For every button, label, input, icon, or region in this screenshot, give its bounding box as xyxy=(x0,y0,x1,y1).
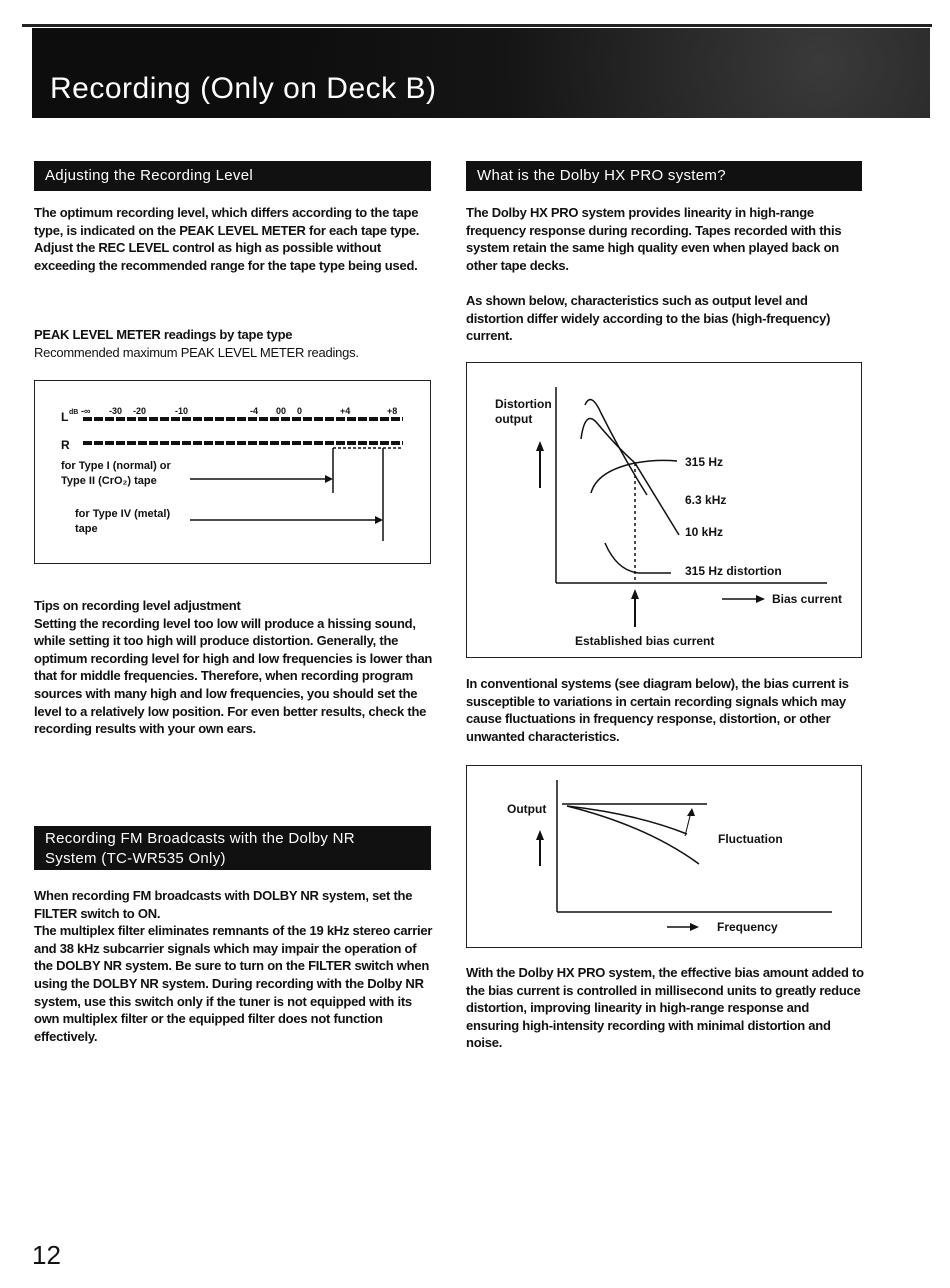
meter-scale-pos4: +4 xyxy=(340,406,351,416)
fluctuation-arrowhead xyxy=(687,808,695,816)
established-bias-label: Established bias current xyxy=(575,634,715,648)
section-heading-fm-dolby xyxy=(34,826,431,870)
meter-readings-heading: PEAK LEVEL METER readings by tape type xyxy=(34,327,293,342)
meter-scale-neg30: -30 xyxy=(109,406,123,416)
meter-readings-block xyxy=(34,326,434,361)
diagram2-x-arrowhead xyxy=(690,923,699,931)
meter-scale-neg20: -20 xyxy=(133,406,147,416)
dolby-hx-body-4: With the Dolby HX PRO system, the effective bias amount added to the bias current is controlled in millisecond units to greatly reduce distortion, improving linearity in high-range response and ensuring high-intensity recording with minimal distortion and noise. xyxy=(466,965,864,1051)
curve-315hz-distortion xyxy=(605,543,671,573)
peak-level-meter-figure xyxy=(34,380,431,564)
header-rule xyxy=(22,24,932,27)
page-number: 12 xyxy=(32,1240,61,1270)
label-63khz: 6.3 kHz xyxy=(685,493,727,507)
page-title: Recording (Only on Deck B) xyxy=(50,72,437,105)
type1-label: for Type I (normal) or Type II (CrO₂) tape xyxy=(61,460,171,487)
diagram1-y-label: Distortion output xyxy=(495,397,552,426)
meter-scale-pos8: +8 xyxy=(387,406,398,416)
label-315hz: 315 Hz xyxy=(685,455,724,469)
curve-315hz xyxy=(591,460,677,493)
label-10khz: 10 kHz xyxy=(685,525,724,539)
meter-scale-neg-inf: -∞ xyxy=(81,406,91,416)
bias-current-diagram xyxy=(466,362,862,658)
frequency-response-diagram xyxy=(466,765,862,948)
diagram1-x-label: Bias current xyxy=(772,592,843,606)
type1-arrowhead xyxy=(325,475,333,483)
fm-dolby-body: When recording FM broadcasts with DOLBY NR system, set the FILTER switch to ON. The multiplex filter eliminates remnants of the 19 kHz stereo carrier and 38 kHz subcarrier signals which may impair the operation of the DOLBY NR system. Be sure to turn on the FILTER switch when using the DOLBY NR system. During recording with the Dolby NR system, use this switch only if the tuner is not equipped with its own multiplex filter or the equipped filter does not function effectively. xyxy=(34,888,433,1044)
response-curve-lower xyxy=(567,806,699,864)
established-bias-arrowhead xyxy=(631,589,639,599)
meter-scale-00: 00 xyxy=(276,406,287,416)
diagram2-y-arrowhead xyxy=(536,830,544,840)
meter-scale xyxy=(69,406,397,416)
type4-arrowhead xyxy=(375,516,383,524)
meter-channel-l: L xyxy=(61,410,69,424)
tips-heading: Tips on recording level adjustment xyxy=(34,598,241,613)
dolby-hx-body-2: As shown below, characteristics such as output level and distortion differ widely according to the bias (high-frequency) current. xyxy=(466,293,831,344)
fm-heading-line1: Recording FM Broadcasts with the Dolby NR xyxy=(45,830,355,847)
type4-label: for Type IV (metal) tape xyxy=(75,508,171,535)
meter-scale-neg10: -10 xyxy=(175,406,189,416)
dolby-hx-body-3: In conventional systems (see diagram below), the bias current is susceptible to variations in certain recording signals which may cause fluctuations in frequency response, distortion, or other unwanted characteristics. xyxy=(466,676,849,744)
meter-channel-r: R xyxy=(61,438,70,452)
diagram2-y-label: Output xyxy=(507,802,547,816)
tips-block xyxy=(34,597,434,738)
dolby-hx-body-1: The Dolby HX PRO system provides linearity in high-range frequency response during recording. Tapes recorded with this system retain the same high quality even when played back on other tape decks. xyxy=(466,205,842,273)
diagram2-fluctuation-label: Fluctuation xyxy=(718,832,783,846)
section-heading-recording-level: Adjusting the Recording Level xyxy=(34,161,431,191)
section-heading-dolby-hx-pro: What is the Dolby HX PRO system? xyxy=(466,161,862,191)
diagram2-x-label: Frequency xyxy=(717,920,778,934)
diagram1-y-arrowhead xyxy=(536,441,544,451)
recording-level-body: The optimum recording level, which differs according to the tape type, is indicated on the PEAK LEVEL METER for each tape type. Adjust the REC LEVEL control as high as possible without exceeding the recommended range for the tape type being used. xyxy=(34,205,420,273)
label-315hz-distortion: 315 Hz distortion xyxy=(685,564,782,578)
meter-scale-neg4: -4 xyxy=(250,406,259,416)
meter-scale-0: 0 xyxy=(297,406,303,416)
meter-readings-caption: Recommended maximum PEAK LEVEL METER readings. xyxy=(34,344,359,360)
meter-scale-db: dB xyxy=(69,409,79,416)
fm-heading-line2: System (TC-WR535 Only) xyxy=(45,850,226,867)
curve-10khz xyxy=(635,463,679,535)
diagram1-x-arrowhead xyxy=(756,595,765,603)
tips-body: Setting the recording level too low will produce a hissing sound, while setting it too high will produce distortion. Generally, the optimum recording level for high and low frequencies is lower than that for middle frequencies. Therefore, when recording program sources with many high and low frequencies, you should set the level to a relatively low position. For even better results, check the recording results with your own ears. xyxy=(34,615,433,737)
curve-63khz xyxy=(585,400,647,495)
